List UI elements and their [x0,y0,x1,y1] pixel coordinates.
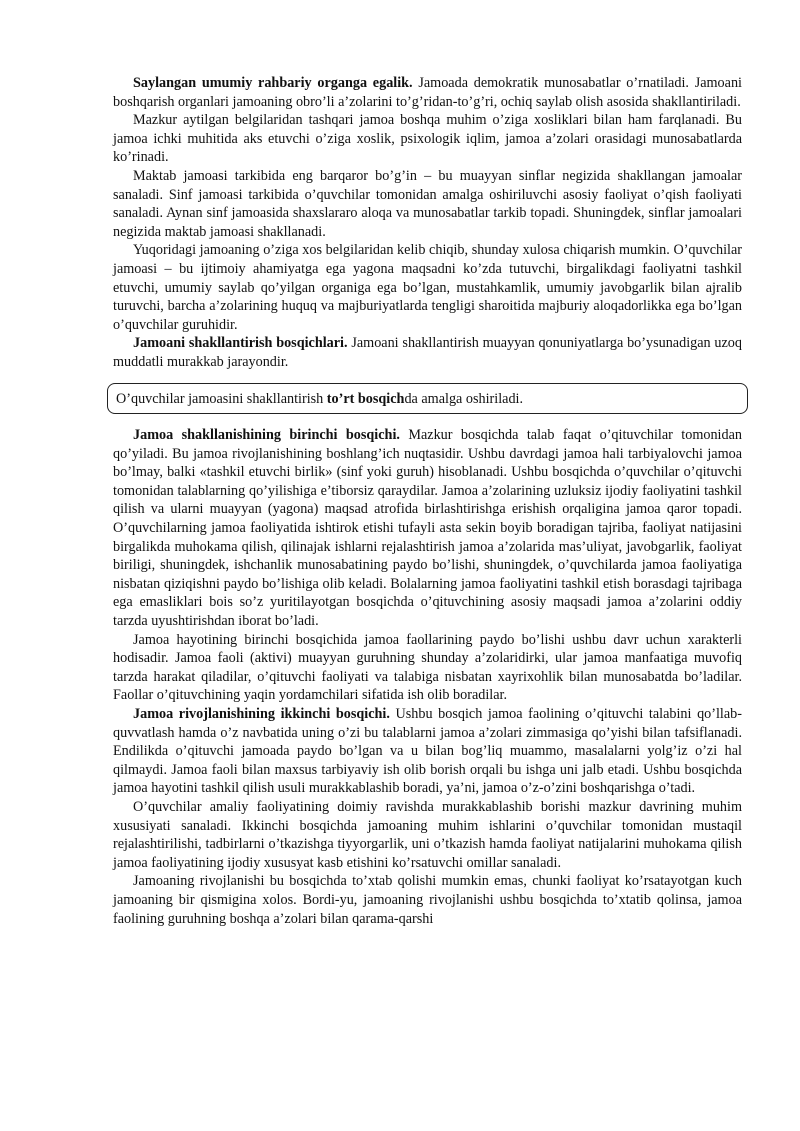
paragraph [113,241,742,334]
paragraph-text: Ushbu bosqich jamoa faolining o’qituvchi talabini qo’llab-quvvatlash hamda o’z navbatida uning o’zi bu talablarni jamoa a’zolari zimmasiga qo’yishi bilan tafsiflanadi. Endilikda o’qituvchi jamoada paydo bo’lgan va u bilan bog’liq muammo, masalalarni yolg’iz o’zi hal qilmaydi. Jamoa faoli bilan maxsus tarbiyaviy ish olib borish orqali bu ishga uni jalb etadi. Ushbu bosqichda jamoa hayotini tashkil qilish usuli murakkablashib boradi, ya’ni, jamoa o’z-o’zini boshqarishga o’tadi. [113,706,742,797]
paragraph [113,798,742,872]
paragraph-text: Jamoa hayotining birinchi bosqichida jamoa faollarining paydo bo’lishi ushbu davr uchun xarakterli hodisadir. Jamoa faoli (aktivi) muayyan guruhning shunday a’zolaridirki, ular jamoa manfaatiga muvofiq tarzda harakat qiladilar, o’qituvchi faoliyati va talabiga nisbatan xayrixohlik bilan munosabatda bo’ladilar. Faollar o’qituvchining yaqin yordamchilari sifatida ish olib boradilar. [113,631,742,704]
callout-box [107,383,748,415]
paragraph [113,426,742,631]
callout-text-after: da amalga oshiriladi. [404,390,524,407]
paragraph [113,74,742,111]
paragraph-text: Jamoada demokratik munosabatlar o’rnatiladi. Jamoani boshqarish organlari jamoaning obro’li a’zolarini to’g’ridan-to’g’ri, ochiq saylab olish asosida shakllantiriladi. [113,75,742,110]
paragraph [113,111,742,167]
paragraph-text: Mazkur bosqichda talab faqat o’qituvchilar tomonidan qo’yiladi. Bu jamoa rivojlanishining boshlang’ich nuqtasidir. Ushbu davrdagi jamoa hali tarbiyalovchi jamoa bo’lmay, balki «tashkil etuvchi birlik» (sinf yoki guruh) hisoblanadi. Ushbu bosqichda o’quvchilar o’qituvchi tomonidan talablarning qo’yilishiga e’tiborsiz qaraydilar. Jamoa a’zolarining uzluksiz ijodiy faoliyatini tashkil qilish va ularni muayyan (yagona) maqsad atrofida birlashtirishga erishish orqaligina jamoa qaror topadi. O’quvchilarning jamoa faoliyatida ishtirok etishi tufayli asta sekin boyib boradigan tajriba, faoliyat natijasini birgalikda muhokama qilish, qilinajak ishlarni rejalashtirish jamoa a’zolarida mas’uliyat, javobgarlik, faoliyat biriligi, shuningdek, ishchanlik munosabatining paydo bo’lishi, shuningdek, o’quvchilarda jamoa faoliyatiga nisbatan qiziqishni paydo bo’lishiga olib keladi. Bolalarning jamoa faoliyatini tashkil etish borasdagi tajribaga ega emasliklari bois so’z yuritilayotgan bosqichda o’qituvchining asosiy maqsadi jamoa a’zolarini oddiy tarzda uyushtirishdan iborat bo’ladi. [113,427,742,630]
paragraph-lead: Jamoa rivojlanishining ikkinchi bosqichi. [133,706,390,722]
paragraph-lead: Jamoa shakllanishining birinchi bosqichi. [133,427,400,444]
callout-text-bold: to’rt bosqich [326,390,405,407]
paragraph [113,334,742,371]
paragraph-text: Jamoani shakllantirish muayyan qonuniyatlarga bo’ysunadigan uzoq muddatli murakkab jarayondir. [113,335,742,370]
callout-text-before: O’quvchilar jamoasini shakllantirish [116,390,327,407]
paragraph-text: Maktab jamoasi tarkibida eng barqaror bo’g’in – bu muayyan sinflar negizida shakllangan jamoalar sanaladi. Sinf jamoasi tarkibida o’quvchilar tomonidan amalga oshiriluvchi asosiy faoliyat o’qish faoliyati sanaladi. Aynan sinf jamoasida shaxslararo aloqa va munosabatlar tarkib topadi. Shuningdek, sinflar jamoalari negizida maktab jamoasi shakllanadi. [113,167,742,240]
paragraph-text: Mazkur aytilgan belgilaridan tashqari jamoa boshqa muhim o’ziga xosliklari bilan ham farqlanadi. Bu jamoa ichki muhitida aks etuvchi o’ziga xoslik, psixologik iqlim, jamoa a’zolari orasidagi munosabatlarda ko’rinadi. [113,112,742,166]
paragraph-lead: Jamoani shakllantirish bosqichlari. [133,335,348,352]
paragraph [113,631,742,705]
paragraph [113,705,742,798]
paragraph [113,167,742,241]
paragraph-text: O’quvchilar amaliy faoliyatining doimiy ravishda murakkablashib borishi mazkur davrining muhim xususiyati sanaladi. Ikkinchi bosqichda jamoaning muhim ishlarini o’quvchilar tomonidan mustaqil rejalashtirilishi, tadbirlarni o’tkazishga tiyyorgarlik, uni o’tkazish hamda faoliyat natijalarini muhokama qilish jamoa faoliyatining ijodiy xususyat kasb etishini ko’rsatuvchi omillar sanaladi. [113,798,742,871]
document-page [113,74,742,928]
paragraph-text: Jamoaning rivojlanishi bu bosqichda to’xtab qolishi mumkin emas, chunki faoliyat ko’rsatayotgan kuch jamoaning bir qismigina xolos. Bordi-yu, jamoaning rivojlanishi ushbu bosqichda to’xtatib qolinsa, jamoa faolining guruhning boshqa a’zolari bilan qarama-qarshi [113,873,742,927]
paragraph [113,872,742,928]
paragraph-text: Yuqoridagi jamoaning o’ziga xos belgilaridan kelib chiqib, shunday xulosa chiqarish mumkin. O’quvchilar jamoasi – bu ijtimoiy ahamiyatga ega yagona maqsadni ko’zda tutuvchi, birgalikdagi faoliyatni tashkil etuvchi, umumiy saylab qo’yilgan organiga ega bo’lgan, mustahkamlik, umumiy javobgarlik bilan ajralib turuvchi, barcha a’zolarining huquq va majburiyatlarda tengligi sharoitida majburiy aloqadorlikka ega bo’lgan o’quvchilar guruhidir. [113,242,742,333]
paragraph-lead: Saylangan umumiy rahbariy organga egalik. [133,75,413,91]
